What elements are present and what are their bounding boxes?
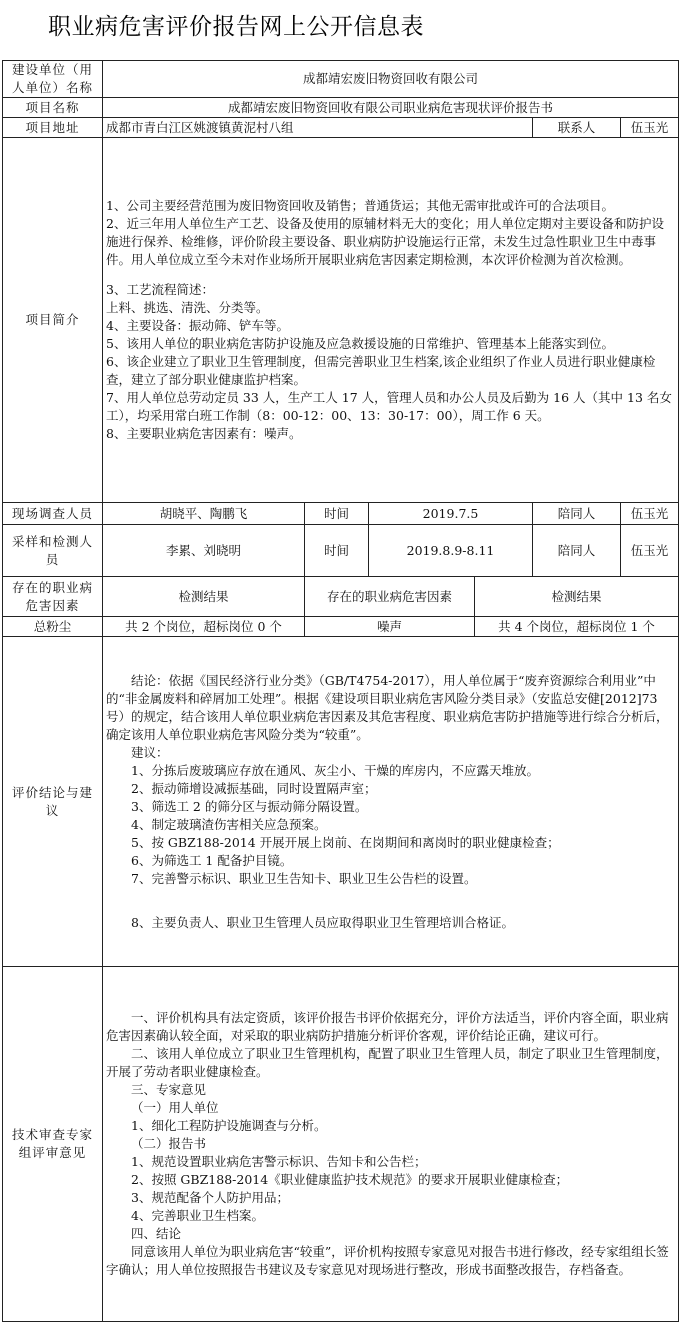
expert-2: 二、该用人单位成立了职业卫生管理机构，配置了职业卫生管理人员，制定了职业卫生管理制度，开展了劳动者职业健康检查。 <box>106 1046 669 1079</box>
suggest-8: 8、主要负责人、职业卫生管理人员应取得职业卫生管理培训合格证。 <box>131 914 514 930</box>
value-survey-accompany: 伍玉光 <box>621 503 679 525</box>
expert-3b2: 2、按照 GBZ188-2014《职业健康监护技术规范》的要求开展职业健康检查； <box>131 1172 569 1187</box>
intro-p6: 6、该企业建立了职业卫生管理制度，但需完善职业卫生档案,该企业组织了作业人员进行职业健康检查，建立了部分职业健康监护档案。 <box>106 354 656 387</box>
row-project-address <box>3 118 679 138</box>
expert-3: 三、专家意见 <box>131 1082 207 1097</box>
row-project-intro <box>3 138 679 503</box>
expert-3a1: 1、细化工程防护设施调查与分析。 <box>131 1118 327 1133</box>
intro-p7: 7、用人单位总劳动定员 33 人，生产工人 17 人，管理人员和办公人员及后勤为 16 人（其中 13 名女工），均采用常白班工作制（8：00-12：00、13：30-17：00），周工作 6 天。 <box>106 390 672 423</box>
expert-1: 一、评价机构具有法定资质，该评价报告书评价依据充分，评价方法适当，评价内容全面，职业病危害因素确认较全面，对采取的职业病防护措施分析评价客观，评价结论正确，建议可行。 <box>106 1010 669 1043</box>
row-survey <box>3 503 679 525</box>
suggest-7: 7、完善警示标识、职业卫生告知卡、职业卫生公告栏的设置。 <box>131 870 477 886</box>
label-conclusion: 评价结论与建议 <box>3 637 103 967</box>
suggest-title: 建议： <box>131 744 169 760</box>
intro-p3a: 3、工艺流程简述： <box>106 282 214 297</box>
hazard-name-noise: 噪声 <box>305 617 475 637</box>
label-hazard-factors-2: 存在的职业病危害因素 <box>305 577 475 617</box>
value-sampling-staff: 李累、刘晓明 <box>103 525 305 577</box>
row-hazard-values <box>3 617 679 637</box>
expert-4: 四、结论 <box>131 1226 182 1241</box>
row-unit-name <box>3 61 679 98</box>
intro-p1: 1、公司主要经营范围为废旧物资回收及销售；普通货运；其他无需审批或许可的合法项目。 <box>106 198 614 213</box>
row-conclusion <box>3 637 679 967</box>
intro-p5: 5、该用人单位的职业病危害防护设施及应急救援设施的日常维护、管理基本上能落实到位。 <box>106 336 614 351</box>
expert-3b1: 1、规范设置职业病危害警示标识、告知卡和公告栏； <box>131 1154 427 1169</box>
value-conclusion <box>103 637 679 967</box>
hazard-result-dust: 共 2 个岗位，超标岗位 0 个 <box>103 617 305 637</box>
row-expert <box>3 967 679 1322</box>
label-survey-accompany: 陪同人 <box>533 503 621 525</box>
label-detection-result-1: 检测结果 <box>103 577 305 617</box>
label-detection-result-2: 检测结果 <box>475 577 679 617</box>
value-contact: 伍玉光 <box>621 118 679 138</box>
label-project-intro: 项目简介 <box>3 138 103 503</box>
intro-p4: 4、主要设备：振动筛、铲车等。 <box>106 318 289 333</box>
label-contact: 联系人 <box>533 118 621 138</box>
suggest-1: 1、分拣后废玻璃应存放在通风、灰尘小、干燥的库房内，不应露天堆放。 <box>131 762 539 778</box>
label-unit-name: 建设单位（用人单位）名称 <box>3 61 103 98</box>
label-hazard-factors-1: 存在的职业病危害因素 <box>3 577 103 617</box>
conclusion-main: 结论：依据《国民经济行业分类》（GB/T4754-2017），用人单位属于“废弃资源综合利用业”中的“非金属废料和碎屑加工处理”。根据《建设项目职业病危害风险分类目录》（安监总安健[2012]73 号）的规定，结合该用人单位职业病危害因素及其危害程度、职业病危害防护措施等进行综合分析后，确定该用人单位职业病危害风险分类为“较重”。 <box>106 672 669 742</box>
value-project-intro <box>103 138 679 503</box>
page-title: 职业病危害评价报告网上公开信息表 <box>48 14 424 40</box>
suggest-3: 3、筛选工 2 的筛分区与振动筛分隔设置。 <box>131 798 368 814</box>
expert-3b4: 4、完善职业卫生档案。 <box>131 1208 264 1223</box>
value-project-address: 成都市青白江区姚渡镇黄泥村八组 <box>103 118 533 138</box>
label-project-name: 项目名称 <box>3 98 103 118</box>
suggest-2: 2、振动筛增设减振基础，同时设置隔声室； <box>131 780 377 796</box>
label-sampling-staff: 采样和检测人员 <box>3 525 103 577</box>
suggest-6: 6、为筛选工 1 配备护目镜。 <box>131 852 293 868</box>
intro-p2: 2、近三年用人单位生产工艺、设备及使用的原辅材料无大的变化；用人单位定期对主要设备和防护设施进行保养、检维修，评价阶段主要设备、职业病防护设施运行正常，未发生过急性职业卫生中毒事件。用人单位成立至今未对作业场所开展职业病危害因素定期检测，本次评价检测为首次检测。 <box>106 216 664 267</box>
label-survey-staff: 现场调查人员 <box>3 503 103 525</box>
label-sampling-time: 时间 <box>305 525 369 577</box>
row-sampling <box>3 525 679 577</box>
hazard-name-dust: 总粉尘 <box>3 617 103 637</box>
expert-3b: （二）报告书 <box>131 1136 207 1151</box>
label-survey-time: 时间 <box>305 503 369 525</box>
value-survey-staff: 胡晓平、陶鹏飞 <box>103 503 305 525</box>
label-expert-opinion: 技术审查专家组评审意见 <box>3 967 103 1322</box>
value-expert-opinion <box>103 967 679 1322</box>
suggest-5: 5、按 GBZ188-2014 开展开展上岗前、在岗期间和离岗时的职业健康检查； <box>131 834 560 850</box>
expert-4-text: 同意该用人单位为职业病危害“较重”，评价机构按照专家意见对报告书进行修改，经专家组组长签字确认；用人单位按照报告书建议及专家意见对现场进行整改，形成书面整改报告，存档备查。 <box>106 1244 669 1277</box>
intro-p3b: 上料、挑选、清洗、分类等。 <box>106 300 269 315</box>
intro-p8: 8、主要职业病危害因素有：噪声。 <box>106 426 302 441</box>
value-sampling-time: 2019.8.9-8.11 <box>369 525 533 577</box>
row-project-name <box>3 98 679 118</box>
value-survey-time: 2019.7.5 <box>369 503 533 525</box>
value-project-name: 成都靖宏废旧物资回收有限公司职业病危害现状评价报告书 <box>103 98 679 118</box>
hazard-result-noise: 共 4 个岗位，超标岗位 1 个 <box>475 617 679 637</box>
value-sampling-accompany: 伍玉光 <box>621 525 679 577</box>
value-unit-name: 成都靖宏废旧物资回收有限公司 <box>103 61 679 98</box>
expert-3b3: 3、规范配备个人防护用品； <box>131 1190 289 1205</box>
label-project-address: 项目地址 <box>3 118 103 138</box>
info-table <box>2 60 679 1322</box>
expert-3a: （一）用人单位 <box>131 1100 219 1115</box>
row-hazard-header <box>3 577 679 617</box>
label-sampling-accompany: 陪同人 <box>533 525 621 577</box>
suggest-4: 4、制定玻璃渣伤害相关应急预案。 <box>131 816 327 832</box>
